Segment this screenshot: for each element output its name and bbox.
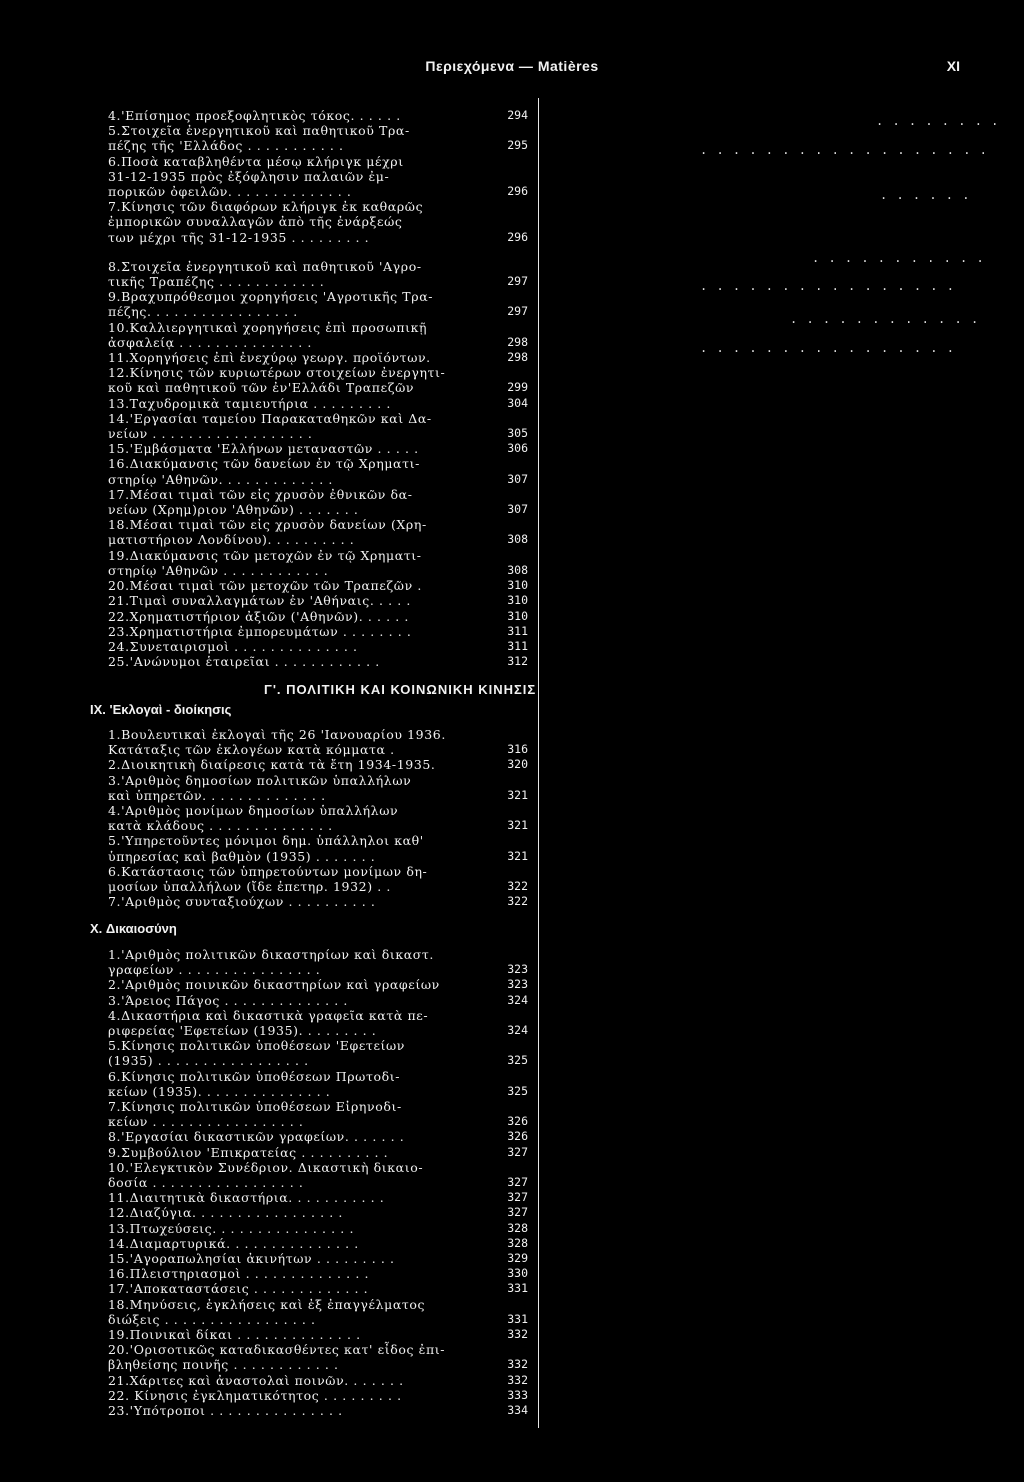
toc-entry-text: 6.Κατάστασις τῶν ὑπηρετούντων μονίμων δη- bbox=[108, 863, 428, 879]
toc-entry[interactable] bbox=[108, 289, 528, 319]
toc-block-economy bbox=[108, 108, 528, 669]
bleed-dots: . . . . . . . . . . . bbox=[812, 251, 985, 265]
toc-entry[interactable] bbox=[108, 977, 528, 992]
toc-entry-text: 22. Κίνησις ἐγκληματικότητος . . . . . . . . . bbox=[108, 1387, 402, 1403]
toc-entry-page: 320 bbox=[507, 757, 528, 772]
toc-entry[interactable] bbox=[108, 1145, 528, 1160]
toc-entry-text: διώξεις . . . . . . . . . . . . . . . . . bbox=[108, 1311, 316, 1327]
running-header-title: Περιεχόμενα — Matières bbox=[425, 58, 599, 74]
bleed-dots: . . . . . . . . bbox=[876, 114, 1000, 128]
toc-entry-page: 298 bbox=[507, 350, 528, 365]
toc-entry-page: 311 bbox=[507, 638, 528, 653]
toc-entry[interactable] bbox=[108, 123, 528, 153]
toc-entry-page: 329 bbox=[507, 1251, 528, 1266]
toc-entry[interactable] bbox=[108, 833, 528, 863]
toc-entry[interactable] bbox=[108, 1069, 528, 1099]
toc-entry-text: 21.Χάριτες καὶ ἀναστολαὶ ποινῶν. . . . . . . bbox=[108, 1372, 404, 1388]
toc-entry-text: 7.Κίνησις πολιτικῶν ὑποθέσεων Εἰρηνοδι- bbox=[108, 1099, 402, 1115]
toc-entry-page: 311 bbox=[507, 623, 528, 638]
toc-entry[interactable] bbox=[108, 624, 528, 639]
toc-entry[interactable] bbox=[108, 864, 528, 894]
toc-entry-text: 7.'Αριθμὸς συνταξιούχων . . . . . . . . . . bbox=[108, 894, 376, 910]
toc-entry-text: 3.'Άρειος Πάγος . . . . . . . . . . . . . . bbox=[108, 992, 349, 1008]
toc-entry-text: 4.Δικαστήρια καὶ δικαστικὰ γραφεῖα κατὰ πε- bbox=[108, 1007, 429, 1023]
toc-entry-page: 307 bbox=[507, 502, 528, 517]
toc-entry-text: 4.'Επίσημος προεξοφλητικὸς τόκος. . . . . . bbox=[108, 108, 401, 123]
toc-entry[interactable] bbox=[108, 411, 528, 441]
chapter-heading-justice: X. Δικαιοσύνη bbox=[90, 921, 177, 936]
toc-entry[interactable] bbox=[108, 487, 528, 517]
toc-entry-text: 24.Συνεταιρισμοὶ . . . . . . . . . . . . . . bbox=[108, 638, 358, 654]
toc-entry-text: 10.Καλλιεργητικαὶ χορηγήσεις ἐπὶ προσωπικῇ bbox=[108, 319, 428, 335]
toc-entry-page: 333 bbox=[507, 1387, 528, 1402]
toc-entry-text: γραφείων . . . . . . . . . . . . . . . . bbox=[108, 962, 321, 978]
section-heading-political-social: Γ'. ΠΟΛΙΤΙΚΗ ΚΑΙ ΚΟΙΝΩΝΙΚΗ ΚΙΝΗΣΙΣ bbox=[264, 682, 537, 697]
toc-entry-page: 294 bbox=[507, 108, 528, 122]
toc-entry-page: 332 bbox=[507, 1327, 528, 1342]
toc-entry-page: 310 bbox=[507, 593, 528, 608]
toc-entry-page: 326 bbox=[507, 1114, 528, 1129]
toc-entry-text: 17.Μέσαι τιμαὶ τῶν εἰς χρυσὸν ἐθνικῶν δα- bbox=[108, 486, 413, 502]
toc-entry-page: 308 bbox=[507, 562, 528, 577]
toc-entry-text: 15.'Εμβάσματα 'Ελλήνων μεταναστῶν . . . . . bbox=[108, 441, 419, 457]
toc-entry-text: 21.Τιμαὶ συναλλαγμάτων ἐν 'Αθήναις. . . . . bbox=[108, 593, 411, 609]
toc-entry-page: 330 bbox=[507, 1266, 528, 1281]
toc-entry-text: νείων (Χρημ)ριον 'Αθηνῶν) . . . . . . . bbox=[108, 502, 359, 518]
toc-entry-text: 16.Διακύμανσις τῶν δανείων ἐν τῷ Χρηματι- bbox=[108, 456, 420, 472]
toc-entry-text: πέζης. . . . . . . . . . . . . . . . . bbox=[108, 304, 298, 320]
toc-entry[interactable] bbox=[108, 1403, 528, 1418]
toc-entry-text: 23.'Υπότροποι . . . . . . . . . . . . . . . bbox=[108, 1403, 343, 1419]
toc-entry-page: 327 bbox=[507, 1144, 528, 1159]
toc-entry[interactable] bbox=[108, 1221, 528, 1236]
toc-entry[interactable] bbox=[108, 1038, 528, 1068]
page-number: XI bbox=[946, 58, 960, 74]
toc-entry[interactable] bbox=[108, 947, 528, 977]
toc-entry-text: 9.Βραχυπρόθεσμοι χορηγήσεις 'Αγροτικῆς Τρα- bbox=[108, 289, 434, 305]
toc-entry[interactable] bbox=[108, 1251, 528, 1266]
toc-entry[interactable] bbox=[108, 1297, 528, 1327]
toc-entry-page: 324 bbox=[507, 992, 528, 1007]
toc-entry-text: 7.Κίνησις τῶν διαφόρων κλήριγκ ἐκ καθαρῶς bbox=[108, 199, 424, 215]
toc-entry[interactable] bbox=[108, 1342, 528, 1372]
toc-entry-text: 23.Χρηματιστήρια ἐμπορευμάτων . . . . . . . . bbox=[108, 623, 412, 639]
toc-entry[interactable] bbox=[108, 1160, 528, 1190]
toc-entry-page: 296 bbox=[507, 184, 528, 199]
toc-entry-text: 6.Κίνησις πολιτικῶν ὑποθέσεων Πρωτοδι- bbox=[108, 1068, 401, 1084]
toc-entry-text: 5.Κίνησις πολιτικῶν ὑποθέσεων 'Εφετείων bbox=[108, 1038, 406, 1054]
toc-entry[interactable] bbox=[108, 1388, 528, 1403]
toc-entry-text: στηρίῳ 'Αθηνῶν . . . . . . . . . . . . bbox=[108, 562, 329, 578]
toc-entry-page: 306 bbox=[507, 441, 528, 456]
bleed-dots: . . . . . . . . . . . . . . . . . . bbox=[700, 143, 988, 157]
toc-entry[interactable] bbox=[108, 396, 528, 411]
toc-entry[interactable] bbox=[108, 1190, 528, 1205]
toc-entry-page: 331 bbox=[507, 1311, 528, 1326]
toc-entry-text: πέζης τῆς 'Ελλάδος . . . . . . . . . . . bbox=[108, 138, 344, 154]
toc-entry-text: βληθείσης ποινῆς . . . . . . . . . . . . bbox=[108, 1357, 339, 1373]
toc-entry-text: 20.'Ορισοτικῶς καταδικασθέντες κατ' εἶδος ἐπι- bbox=[108, 1342, 446, 1358]
toc-entry[interactable] bbox=[108, 350, 528, 365]
toc-entry[interactable] bbox=[108, 1008, 528, 1038]
toc-entry-text: 19.Διακύμανσις τῶν μετοχῶν ἐν τῷ Χρηματι- bbox=[108, 547, 422, 563]
toc-entry-page: 312 bbox=[507, 654, 528, 669]
toc-entry-text: κοῦ καὶ παθητικοῦ τῶν ἐν'Ελλάδι Τραπεζῶν bbox=[108, 380, 415, 396]
toc-entry-page: 324 bbox=[507, 1023, 528, 1038]
toc-entry-text: ματιστήριον Λονδίνου). . . . . . . . . . bbox=[108, 532, 355, 548]
toc-entry[interactable] bbox=[108, 993, 528, 1008]
column-divider bbox=[538, 98, 539, 1428]
toc-entry[interactable] bbox=[108, 654, 528, 669]
toc-entry[interactable] bbox=[108, 1236, 528, 1251]
toc-block-justice bbox=[108, 947, 528, 1418]
toc-entry-page: 321 bbox=[507, 787, 528, 802]
toc-entry-page: 327 bbox=[507, 1205, 528, 1220]
toc-entry-text: 5.Στοιχεῖα ἐνεργητικοῦ καὶ παθητικοῦ Τρα- bbox=[108, 123, 410, 139]
toc-entry[interactable] bbox=[108, 456, 528, 486]
toc-entry-page: 304 bbox=[507, 395, 528, 410]
toc-entry-page: 323 bbox=[507, 962, 528, 977]
toc-entry-text: 12.Κίνησις τῶν κυριωτέρων στοιχείων ἐνεργητι- bbox=[108, 365, 446, 381]
toc-entry[interactable] bbox=[108, 1099, 528, 1129]
toc-entry-page: 295 bbox=[507, 138, 528, 153]
toc-entry-page: 299 bbox=[507, 380, 528, 395]
toc-entry-text: 3.'Αριθμὸς δημοσίων πολιτικῶν ὑπαλλήλων bbox=[108, 772, 412, 788]
toc-entry-text: ριφερείας 'Εφετείων (1935). . . . . . . . . bbox=[108, 1023, 377, 1039]
toc-entry-page: 327 bbox=[507, 1175, 528, 1190]
toc-entry-text: 17.'Αποκαταστάσεις . . . . . . . . . . . . . bbox=[108, 1281, 369, 1297]
toc-entry[interactable] bbox=[108, 1205, 528, 1220]
toc-entry-text: Κατάταξις τῶν ἐκλογέων κατὰ κόμματα . bbox=[108, 742, 395, 758]
toc-entry-text: κείων (1935). . . . . . . . . . . . . . . bbox=[108, 1083, 331, 1099]
block-gap bbox=[108, 245, 528, 259]
toc-entry-page: 307 bbox=[507, 471, 528, 486]
toc-entry[interactable] bbox=[108, 609, 528, 624]
toc-entry-text: 2.Διοικητικὴ διαίρεσις κατὰ τὰ ἔτη 1934-1935. bbox=[108, 757, 436, 773]
toc-entry-text: 9.Συμβούλιον 'Επικρατείας . . . . . . . . . . bbox=[108, 1144, 389, 1160]
toc-entry[interactable] bbox=[108, 108, 528, 123]
toc-entry[interactable] bbox=[108, 199, 528, 245]
toc-entry-page: 325 bbox=[507, 1083, 528, 1098]
toc-entry[interactable] bbox=[108, 154, 528, 200]
toc-entry-text: 5.'Υπηρετοῦντες μόνιμοι δημ. ὑπάλληλοι καθ' bbox=[108, 833, 424, 849]
toc-entry-text: καὶ ὑπηρετῶν. . . . . . . . . . . . . . bbox=[108, 787, 326, 803]
toc-entry-text: 15.'Αγοραπωλησίαι ἀκινήτων . . . . . . . . . bbox=[108, 1251, 395, 1267]
toc-entry-text: 12.Διαζύγια. . . . . . . . . . . . . . . . . bbox=[108, 1205, 343, 1221]
toc-entry-page: 334 bbox=[507, 1403, 528, 1418]
toc-entry-page: 310 bbox=[507, 608, 528, 623]
toc-entry[interactable] bbox=[108, 441, 528, 456]
toc-entry-page: 325 bbox=[507, 1053, 528, 1068]
toc-entry-text: ἐμπορικῶν συναλλαγῶν ἀπὸ τῆς ἐνάρξεώς bbox=[108, 214, 403, 230]
toc-entry[interactable] bbox=[108, 548, 528, 578]
toc-entry-text: δοσία . . . . . . . . . . . . . . . . . bbox=[108, 1175, 304, 1191]
toc-entry-text: 18.Μέσαι τιμαὶ τῶν εἰς χρυσὸν δανείων (Χρη- bbox=[108, 517, 427, 533]
toc-entry-page: 328 bbox=[507, 1220, 528, 1235]
toc-entry-text: 16.Πλειστηριασμοὶ . . . . . . . . . . . . . . bbox=[108, 1266, 370, 1282]
toc-entry-text: 31-12-1935 πρὸς ἐξόφλησιν παλαιῶν ἐμ- bbox=[108, 168, 390, 184]
chapter-heading-elections: IX. 'Εκλογαὶ - διοίκησις bbox=[90, 702, 232, 717]
toc-entry-text: 13.Πτωχεύσεις. . . . . . . . . . . . . . . . bbox=[108, 1220, 355, 1236]
toc-entry-text: 11.Χορηγήσεις ἐπὶ ἐνεχύρῳ γεωργ. προϊόντων. bbox=[108, 350, 431, 366]
toc-entry[interactable] bbox=[108, 1129, 528, 1144]
toc-entry[interactable] bbox=[108, 365, 528, 395]
toc-entry-page: 316 bbox=[507, 742, 528, 757]
toc-entry-page: 323 bbox=[507, 977, 528, 992]
toc-entry-page: 327 bbox=[507, 1190, 528, 1205]
toc-entry[interactable] bbox=[108, 639, 528, 654]
toc-entry[interactable] bbox=[108, 593, 528, 608]
toc-entry-page: 297 bbox=[507, 304, 528, 319]
toc-entry-text: 14.'Εργασίαι ταμείου Παρακαταθηκῶν καὶ Δα- bbox=[108, 410, 432, 426]
bleed-dots: . . . . . . . . . . . . . . . . bbox=[700, 341, 955, 355]
toc-entry-text: νείων . . . . . . . . . . . . . . . . . . bbox=[108, 426, 313, 442]
toc-entry-page: 326 bbox=[507, 1129, 528, 1144]
toc-entry-page: 308 bbox=[507, 532, 528, 547]
toc-entry-text: 11.Διαιτητικὰ δικαστήρια. . . . . . . . . . . bbox=[108, 1190, 385, 1206]
toc-entry[interactable] bbox=[108, 1327, 528, 1342]
toc-entry-text: μοσίων ὑπαλλήλων (ἴδε ἐπετηρ. 1932) . . bbox=[108, 879, 391, 895]
toc-entry-text: ὑπηρεσίας καὶ βαθμὸν (1935) . . . . . . . bbox=[108, 848, 376, 864]
toc-entry[interactable] bbox=[108, 320, 528, 350]
toc-entry-text: 25.'Ανώνυμοι ἑταιρεῖαι . . . . . . . . . . . . bbox=[108, 654, 380, 670]
toc-entry[interactable] bbox=[108, 727, 528, 757]
toc-entry-text: 1.'Αριθμὸς πολιτικῶν δικαστηρίων καὶ δικαστ. bbox=[108, 947, 435, 962]
toc-entry-text: στηρίῳ 'Αθηνῶν. . . . . . . . . . . . . bbox=[108, 471, 333, 487]
toc-entry-text: 18.Μηνύσεις, ἐγκλήσεις καὶ ἐξ ἐπαγγέλματος bbox=[108, 1296, 426, 1312]
toc-entry[interactable] bbox=[108, 1373, 528, 1388]
toc-entry[interactable] bbox=[108, 1266, 528, 1281]
toc-entry-text: 8.Στοιχεῖα ἐνεργητικοῦ καὶ παθητικοῦ 'Αγρο- bbox=[108, 258, 422, 274]
bleed-dots: . . . . . . . . . . . . bbox=[790, 312, 980, 326]
toc-entry-text: πορικῶν ὀφειλῶν. . . . . . . . . . . . . . bbox=[108, 184, 352, 200]
toc-entry-text: 22.Χρηματιστήριον ἀξιῶν ('Αθηνῶν). . . . . . bbox=[108, 608, 410, 624]
toc-entry-page: 298 bbox=[507, 334, 528, 349]
toc-block-elections bbox=[108, 727, 528, 909]
toc-entry-text: κείων . . . . . . . . . . . . . . . . . bbox=[108, 1114, 304, 1130]
toc-entry-page: 296 bbox=[507, 229, 528, 244]
toc-entry-page: 322 bbox=[507, 879, 528, 894]
toc-entry[interactable] bbox=[108, 1281, 528, 1296]
toc-entry-text: των μέχρι τῆς 31-12-1935 . . . . . . . . . bbox=[108, 229, 370, 245]
bleed-dots: . . . . . . . . . . . . . . . . bbox=[700, 279, 955, 293]
toc-entry-text: 19.Ποινικαὶ δίκαι . . . . . . . . . . . . . . bbox=[108, 1327, 361, 1343]
toc-entry-text: 10.'Ελεγκτικὸν Συνέδριον. Δικαστικὴ δικαιο- bbox=[108, 1159, 424, 1175]
toc-entry-text: τικῆς Τραπέζης . . . . . . . . . . . . bbox=[108, 274, 325, 290]
toc-entry-text: ἀσφαλείᾳ . . . . . . . . . . . . . . . bbox=[108, 334, 312, 350]
toc-entry-page: 328 bbox=[507, 1235, 528, 1250]
toc-entry-text: 14.Διαμαρτυρικά. . . . . . . . . . . . . . . bbox=[108, 1235, 359, 1251]
toc-entry-page: 332 bbox=[507, 1372, 528, 1387]
toc-entry[interactable] bbox=[108, 773, 528, 803]
toc-entry-text: 20.Μέσαι τιμαὶ τῶν μετοχῶν τῶν Τραπεζῶν . bbox=[108, 578, 422, 594]
toc-entry-text: 13.Ταχυδρομικὰ ταμιευτήρια . . . . . . . . . bbox=[108, 395, 391, 411]
toc-entry[interactable] bbox=[108, 894, 528, 909]
toc-entry-page: 321 bbox=[507, 848, 528, 863]
toc-entry-page: 322 bbox=[507, 894, 528, 909]
toc-entry-text: 6.Ποσὰ καταβληθέντα μέσῳ κλήριγκ μέχρι bbox=[108, 153, 404, 169]
toc-entry[interactable] bbox=[108, 517, 528, 547]
toc-entry[interactable] bbox=[108, 578, 528, 593]
toc-entry-text: 8.'Εργασίαι δικαστικῶν γραφείων. . . . . . . bbox=[108, 1129, 405, 1145]
toc-entry-page: 321 bbox=[507, 818, 528, 833]
toc-entry-text: 1.Βουλευτικαὶ ἐκλογαὶ τῆς 26 'Ιανουαρίου 1936. bbox=[108, 727, 446, 742]
toc-entry-page: 332 bbox=[507, 1357, 528, 1372]
toc-entry-page: 297 bbox=[507, 274, 528, 289]
toc-entry-text: κατὰ κλάδους . . . . . . . . . . . . . . bbox=[108, 818, 333, 834]
toc-entry[interactable] bbox=[108, 803, 528, 833]
toc-entry[interactable] bbox=[108, 757, 528, 772]
toc-entry-text: 4.'Αριθμὸς μονίμων δημοσίων ὑπαλλήλων bbox=[108, 803, 399, 819]
toc-entry-page: 310 bbox=[507, 578, 528, 593]
toc-entry-page: 331 bbox=[507, 1281, 528, 1296]
toc-entry-text: (1935) . . . . . . . . . . . . . . . . . bbox=[108, 1053, 309, 1069]
toc-entry-page: 305 bbox=[507, 426, 528, 441]
toc-entry[interactable] bbox=[108, 259, 528, 289]
toc-entry-text: 2.'Αριθμὸς ποινικῶν δικαστηρίων καὶ γραφείων bbox=[108, 977, 440, 993]
bleed-dots: . . . . . . bbox=[880, 188, 971, 202]
